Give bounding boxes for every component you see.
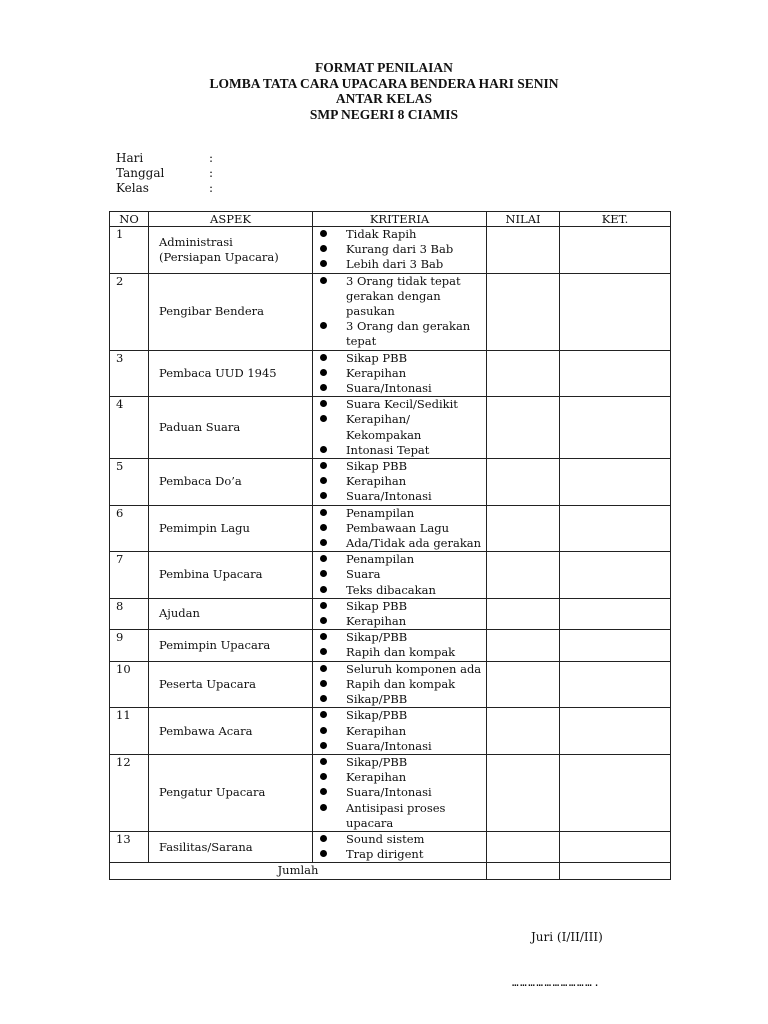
bullet-icon: [320, 695, 327, 702]
bullet-icon: [320, 354, 327, 361]
kriteria-list: [320, 506, 486, 552]
table-row: [110, 598, 671, 629]
table-body: [110, 227, 671, 863]
bullet-icon: [320, 446, 327, 453]
header-nilai: NILAI: [487, 212, 560, 227]
aspek-cell: [149, 350, 313, 397]
ket-cell[interactable]: [560, 505, 671, 552]
bullet-icon: [320, 260, 327, 267]
row-number: 2: [110, 273, 149, 350]
kriteria-text: Sikap/PBB: [346, 754, 408, 769]
aspek-label: Administrasi: [159, 234, 233, 249]
ket-cell[interactable]: [560, 552, 671, 599]
kriteria-item: [320, 583, 486, 598]
aspek-label: Pemimpin Upacara: [159, 637, 271, 652]
juri-label: Juri (I/II/III): [531, 930, 603, 944]
kriteria-text: Kurang dari 3 Bab: [346, 242, 454, 257]
kriteria-cell: [313, 598, 487, 629]
bullet-icon: [320, 400, 327, 407]
table-row: [110, 397, 671, 459]
ket-cell[interactable]: [560, 708, 671, 755]
kriteria-text: Suara/Intonasi: [346, 489, 432, 504]
kriteria-item: [320, 630, 486, 645]
nilai-cell[interactable]: [487, 598, 560, 629]
kriteria-cell: [313, 630, 487, 661]
kriteria-text: Lebih dari 3 Bab: [346, 257, 444, 272]
kriteria-item: [320, 443, 486, 458]
row-number: 10: [110, 661, 149, 708]
bullet-icon: [320, 835, 327, 842]
aspek-label: Pembina Upacara: [159, 567, 263, 582]
aspek-label: Paduan Suara: [159, 420, 241, 435]
kriteria-item: [320, 381, 486, 396]
kriteria-text: Trap dirigent: [346, 847, 424, 862]
bullet-icon: [320, 648, 327, 655]
aspek-cell: [149, 754, 313, 831]
kriteria-text: Sikap PBB: [346, 350, 408, 365]
aspek-cell: [149, 459, 313, 506]
kriteria-text: Sikap/PBB: [346, 630, 408, 645]
aspek-cell: [149, 661, 313, 708]
kriteria-text: Suara: [346, 567, 381, 582]
nilai-cell[interactable]: [487, 459, 560, 506]
kriteria-text: Kerapihan/ Kekompakan: [346, 412, 422, 442]
bullet-icon: [320, 462, 327, 469]
total-row: [110, 863, 671, 879]
kriteria-item: [320, 351, 486, 366]
kriteria-text: Rapih dan kompak: [346, 676, 456, 691]
kriteria-item: [320, 755, 486, 770]
kriteria-text: 3 Orang tidak tepat gerakan dengan pasukan: [346, 273, 461, 319]
bullet-icon: [320, 586, 327, 593]
kriteria-list: [320, 459, 486, 505]
ket-cell[interactable]: [560, 831, 671, 862]
title-line-1: FORMAT PENILAIAN: [315, 60, 453, 75]
kriteria-text: Sikap PBB: [346, 459, 408, 474]
kriteria-text: Sound sistem: [346, 831, 425, 846]
meta-separator: :: [209, 166, 214, 180]
kriteria-list: [320, 274, 486, 350]
row-number: 13: [110, 831, 149, 862]
kriteria-item: [320, 677, 486, 692]
kriteria-item: [320, 521, 486, 536]
kriteria-cell: [313, 831, 487, 862]
row-number: 9: [110, 630, 149, 661]
ket-cell[interactable]: [560, 459, 671, 506]
kriteria-item: [320, 614, 486, 629]
aspek-label: Ajudan: [159, 606, 200, 621]
nilai-cell[interactable]: [487, 831, 560, 862]
kriteria-cell: [313, 505, 487, 552]
bullet-icon: [320, 711, 327, 718]
ket-cell[interactable]: [560, 754, 671, 831]
kriteria-item: [320, 801, 486, 831]
bullet-icon: [320, 277, 327, 284]
row-number: 12: [110, 754, 149, 831]
kriteria-item: [320, 489, 486, 504]
kriteria-cell: [313, 350, 487, 397]
kriteria-text: Kerapihan: [346, 614, 407, 629]
bullet-icon: [320, 555, 327, 562]
kriteria-text: Penampilan: [346, 552, 415, 567]
aspek-cell: [149, 505, 313, 552]
kriteria-item: [320, 474, 486, 489]
kriteria-item: [320, 506, 486, 521]
aspek-label: Pembawa Acara: [159, 723, 253, 738]
table-row: [110, 754, 671, 831]
nilai-cell[interactable]: [487, 754, 560, 831]
kriteria-text: Rapih dan kompak: [346, 645, 456, 660]
kriteria-item: [320, 724, 486, 739]
nilai-cell[interactable]: [487, 505, 560, 552]
total-nilai-cell[interactable]: [487, 863, 560, 879]
kriteria-item: [320, 459, 486, 474]
kriteria-list: [320, 662, 486, 708]
table-row: [110, 661, 671, 708]
bullet-icon: [320, 384, 327, 391]
nilai-cell[interactable]: [487, 708, 560, 755]
kriteria-item: [320, 536, 486, 551]
meta-separator: :: [209, 151, 214, 165]
kriteria-list: [320, 552, 486, 598]
bullet-icon: [320, 369, 327, 376]
table-row: [110, 227, 671, 274]
kriteria-text: Sikap PBB: [346, 598, 408, 613]
kriteria-item: [320, 599, 486, 614]
kriteria-list: [320, 630, 486, 660]
kriteria-item: [320, 567, 486, 582]
bullet-icon: [320, 680, 327, 687]
kriteria-cell: [313, 273, 487, 350]
bullet-icon: [320, 804, 327, 811]
kriteria-cell: [313, 661, 487, 708]
aspek-label: Peserta Upacara: [159, 676, 256, 691]
kriteria-cell: [313, 754, 487, 831]
kriteria-item: [320, 242, 486, 257]
kriteria-item: [320, 319, 486, 349]
aspek-cell: [149, 227, 313, 274]
table-row: [110, 273, 671, 350]
kriteria-list: [320, 397, 486, 458]
aspek-cell: [149, 630, 313, 661]
nilai-cell[interactable]: [487, 350, 560, 397]
kriteria-list: [320, 708, 486, 754]
kriteria-item: [320, 662, 486, 677]
ket-cell[interactable]: [560, 273, 671, 350]
nilai-cell[interactable]: [487, 630, 560, 661]
header-no: NO: [110, 212, 149, 227]
aspek-label: Pengatur Upacara: [159, 785, 266, 800]
row-number: 8: [110, 598, 149, 629]
ket-cell[interactable]: [560, 227, 671, 274]
bullet-icon: [320, 322, 327, 329]
meta-row-kelas: [116, 181, 213, 196]
bullet-icon: [320, 633, 327, 640]
aspek-cell: [149, 552, 313, 599]
table-row: [110, 708, 671, 755]
nilai-cell[interactable]: [487, 397, 560, 459]
nilai-cell[interactable]: [487, 273, 560, 350]
signature-line: ………………………….: [512, 976, 602, 989]
bullet-icon: [320, 617, 327, 624]
aspek-label: Pembaca Do’a: [159, 474, 242, 489]
bullet-icon: [320, 492, 327, 499]
ket-cell[interactable]: [560, 350, 671, 397]
meta-label: Kelas: [116, 181, 149, 195]
bullet-icon: [320, 509, 327, 516]
row-number: 5: [110, 459, 149, 506]
kriteria-item: [320, 552, 486, 567]
table-row: [110, 630, 671, 661]
kriteria-text: Seluruh komponen ada: [346, 661, 482, 676]
bullet-icon: [320, 665, 327, 672]
header-kriteria: KRITERIA: [313, 212, 487, 227]
kriteria-text: Pembawaan Lagu: [346, 520, 450, 535]
row-number: 11: [110, 708, 149, 755]
aspek-cell: [149, 831, 313, 862]
title-line-2: LOMBA TATA CARA UPACARA BENDERA HARI SENIN: [209, 75, 559, 91]
table-row: [110, 505, 671, 552]
bullet-icon: [320, 245, 327, 252]
bullet-icon: [320, 524, 327, 531]
meta-label: Hari: [116, 151, 144, 165]
kriteria-item: [320, 847, 486, 862]
kriteria-item: [320, 257, 486, 272]
kriteria-item: [320, 397, 486, 412]
row-number: 4: [110, 397, 149, 459]
document-title: [0, 60, 768, 122]
kriteria-cell: [313, 708, 487, 755]
table-row: [110, 459, 671, 506]
bullet-icon: [320, 788, 327, 795]
kriteria-text: Kerapihan: [346, 365, 407, 380]
aspek-cell: [149, 708, 313, 755]
kriteria-list: [320, 227, 486, 273]
kriteria-item: [320, 274, 486, 320]
kriteria-item: [320, 770, 486, 785]
kriteria-text: Sikap/PBB: [346, 692, 408, 707]
bullet-icon: [320, 850, 327, 857]
bullet-icon: [320, 742, 327, 749]
kriteria-text: Suara/Intonasi: [346, 785, 432, 800]
kriteria-text: Teks dibacakan: [346, 582, 436, 597]
bullet-icon: [320, 415, 327, 422]
total-ket-cell[interactable]: [560, 863, 671, 879]
kriteria-text: Suara Kecil/Sedikit: [346, 397, 458, 412]
kriteria-item: [320, 832, 486, 847]
kriteria-list: [320, 755, 486, 831]
bullet-icon: [320, 758, 327, 765]
kriteria-cell: [313, 459, 487, 506]
ket-cell[interactable]: [560, 661, 671, 708]
aspek-label: Fasilitas/Sarana: [159, 839, 253, 854]
row-number: 6: [110, 505, 149, 552]
meta-label: Tanggal: [116, 166, 165, 180]
title-line-4: SMP NEGERI 8 CIAMIS: [309, 106, 459, 122]
kriteria-text: Ada/Tidak ada gerakan: [346, 536, 482, 551]
kriteria-list: [320, 599, 486, 629]
table-row: [110, 552, 671, 599]
kriteria-item: [320, 227, 486, 242]
table-header-row: [110, 212, 671, 227]
meta-separator: :: [209, 181, 214, 195]
kriteria-text: Kerapihan: [346, 770, 407, 785]
kriteria-list: [320, 832, 486, 862]
bullet-icon: [320, 230, 327, 237]
row-number: 3: [110, 350, 149, 397]
row-number: 1: [110, 227, 149, 274]
aspek-label: (Persiapan Upacara): [159, 249, 279, 264]
aspek-cell: [149, 273, 313, 350]
header-ket: KET.: [560, 212, 671, 227]
kriteria-text: Intonasi Tepat: [346, 442, 430, 457]
row-number: 7: [110, 552, 149, 599]
meta-row-tanggal: [116, 166, 213, 181]
kriteria-cell: [313, 227, 487, 274]
nilai-cell[interactable]: [487, 227, 560, 274]
aspek-cell: [149, 397, 313, 459]
bullet-icon: [320, 773, 327, 780]
kriteria-text: Kerapihan: [346, 474, 407, 489]
kriteria-text: Antisipasi proses upacara: [346, 800, 446, 830]
kriteria-text: Suara/Intonasi: [346, 381, 432, 396]
kriteria-item: [320, 739, 486, 754]
kriteria-item: [320, 692, 486, 707]
nilai-cell[interactable]: [487, 552, 560, 599]
aspek-cell: [149, 598, 313, 629]
kriteria-item: [320, 645, 486, 660]
bullet-icon: [320, 727, 327, 734]
kriteria-item: [320, 785, 486, 800]
title-line-3: ANTAR KELAS: [335, 91, 433, 106]
aspek-label: Pengibar Bendera: [159, 304, 265, 319]
ket-cell[interactable]: [560, 630, 671, 661]
assessment-table: [109, 211, 671, 880]
nilai-cell[interactable]: [487, 661, 560, 708]
total-label: Jumlah: [110, 863, 487, 879]
kriteria-list: [320, 351, 486, 397]
meta-row-hari: [116, 151, 213, 166]
kriteria-text: 3 Orang dan gerakan tepat: [346, 319, 471, 349]
kriteria-cell: [313, 552, 487, 599]
kriteria-text: Suara/Intonasi: [346, 738, 432, 753]
bullet-icon: [320, 570, 327, 577]
kriteria-item: [320, 708, 486, 723]
table-row: [110, 350, 671, 397]
ket-cell[interactable]: [560, 397, 671, 459]
ket-cell[interactable]: [560, 598, 671, 629]
kriteria-text: Sikap/PBB: [346, 708, 408, 723]
table-row: [110, 831, 671, 862]
header-aspek: ASPEK: [149, 212, 313, 227]
kriteria-item: [320, 366, 486, 381]
aspek-label: Pemimpin Lagu: [159, 520, 250, 535]
kriteria-text: Kerapihan: [346, 723, 407, 738]
kriteria-cell: [313, 397, 487, 459]
aspek-label: Pembaca UUD 1945: [159, 365, 277, 380]
bullet-icon: [320, 602, 327, 609]
meta-fields: [116, 151, 213, 196]
bullet-icon: [320, 477, 327, 484]
kriteria-text: Tidak Rapih: [346, 227, 417, 241]
kriteria-item: [320, 412, 486, 442]
bullet-icon: [320, 539, 327, 546]
kriteria-text: Penampilan: [346, 505, 415, 520]
